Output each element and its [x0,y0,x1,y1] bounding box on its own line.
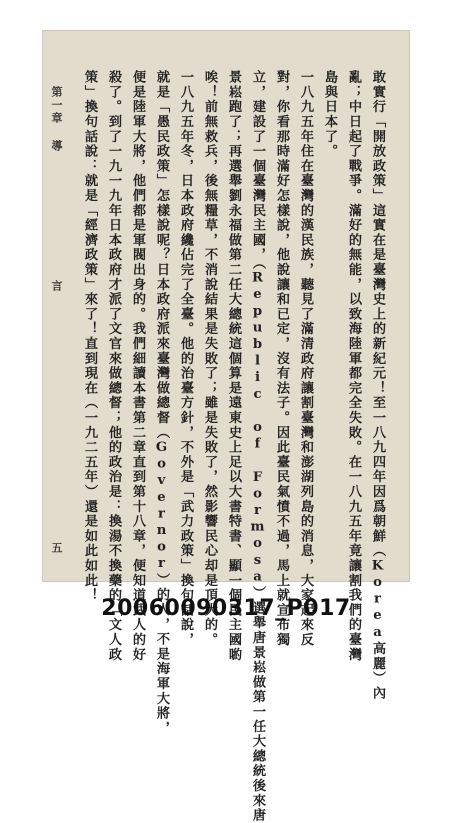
text-column: 島與日本了。 [322,70,337,159]
text-column: 亂；中日起了戰爭。滿好的無能，以致海陸軍都完全失敗。在一八九五年竟讓割我們的臺灣 [346,70,361,662]
text-column: 一八九五年冬，日本政府纔佔完了全臺。他的治臺方針，不外是「武力政策」換句話說， [178,70,193,648]
page-number: 五 [50,542,63,553]
text-column: 敢實行「開放政策」這實在是臺灣史上的新紀元！至一八九四年因爲朝鮮（Korea高麗）內 [370,70,385,701]
text-column: 便是陸軍大將，他們都是軍閥出身的。我們細讀本書第二章直到第十八章，便知道武人的好 [130,70,145,662]
section-label: 言 [50,280,63,291]
chapter-heading: 第一章 導 [50,86,63,153]
text-column: 就是「愚民政策」怎樣說呢？日本政府派來臺灣做總督（Governor）的人，不是海軍大將， [154,70,169,736]
text-column: 策」換句話說：就是「經濟政策」來了！直到現在（一九二五年）還是如此如此！ [82,70,97,603]
text-column: 唉！前無救兵，後無糧草，不消說結果是失敗了；雖是失敗了，然影響民心却是頂大的。 [202,70,217,648]
image-caption: 20060090317_P017 [101,596,351,621]
text-column: 一八九五年住在臺灣的漢民族，聽見了滿清政府讓割臺灣和澎湖列島的消息，大家起來反 [298,70,313,648]
text-column: 景崧跑了；再選舉劉永福做第二任大總統這個算是遠東史上足以大書特書、顯一個民主國喲 [226,70,241,662]
text-column: 對，你看那時滿好怎樣說，他說讓和已定，沒有法子。因此臺民氣憤不過，馬上就宣布獨 [274,70,289,648]
text-column: 立，建設了一個臺灣民主國，（Republic of Formosa）選舉唐景崧做第一任大總統後來唐 [250,70,265,823]
text-column: 殺了。到了一九一九年日本政府才派了文官來做總督；他的政治是：換湯不換藥的「文人政 [106,70,121,662]
